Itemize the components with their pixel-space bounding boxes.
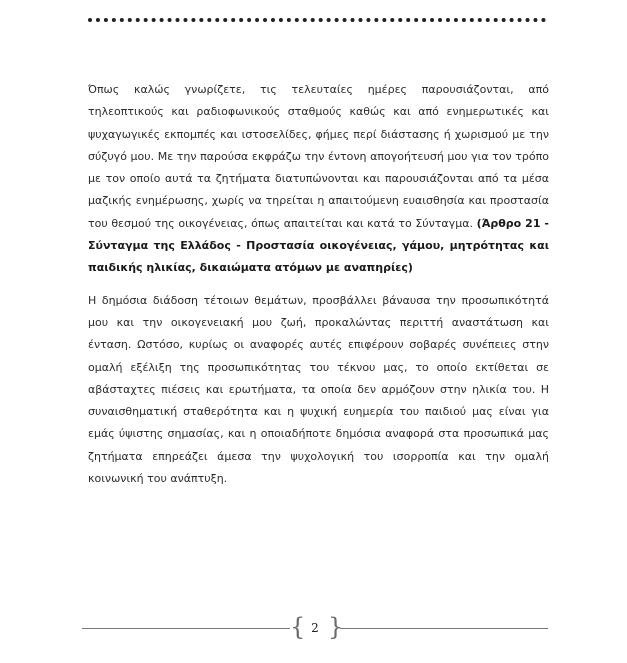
constitution-citation: (Άρθρο 21 - Σύνταγμα της Ελλάδος - Προστασία οικογένειας, γάμου, μητρότητας και παιδικής ηλικίας, δικαιώματα ατόμων με αναπηρίες) xyxy=(88,216,549,275)
paragraph-1-text: Όπως καλώς γνωρίζετε, τις τελευταίες ημέρες παρουσιάζονται, από τηλεοπτικούς και ραδιοφωνικούς σταθμούς καθώς και από ενημερωτικές και ψυχαγωγικές εκπομπές και ιστοσελίδες, φήμες περί διάστασης ή χωρισμού με την σύζυγό μου. Με την παρούσα εκφράζω την έντονη απογοήτευσή μου για τον τρόπο με τον οποίο αυτά τα ζητήματα διατυπώνονται και παρουσιάζονται από τα μέσα μαζικής ενημέρωσης, χωρίς να τηρείται η απαιτούμενη ευαισθησία και προστασία του θεσμού της οικογένειας, όπως απαιτείται και κατά το Σύνταγμα. xyxy=(88,83,549,230)
footer-rule-right xyxy=(340,628,548,629)
header-dotted-rule xyxy=(88,18,546,22)
document-body xyxy=(88,79,549,503)
paragraph-1 xyxy=(88,79,549,280)
paragraph-2: Η δημόσια διάδοση τέτοιων θεμάτων, προσβάλλει βάναυσα την προσωπικότητά μου και την οικογενειακή μου ζωή, προκαλώντας περιττή αναστάτωση και ένταση. Ωστόσο, κυρίως οι αναφορές αυτές επιφέρουν σοβαρές συνέπειες στην ομαλή εξέλιξη της προσωπικότητας του τέκνου μας, το οποίο εκτίθεται σε αβάσταχτες πιέσεις και ερωτήματα, τα οποία δεν αρμόζουν στην ηλικία του. Η συναισθηματική σταθερότητα και η ψυχική ευημερία του παιδιού μας είναι για εμάς ύψιστης σημασίας, και η οποιαδήποτε δημόσια αναφορά στα προσωπικά μας ζητήματα επηρεάζει άμεσα την ψυχολογική του ισορροπία και την ομαλή κοινωνική του ανάπτυξη. xyxy=(88,293,549,486)
footer-bracket-open: { xyxy=(290,613,306,641)
footer-bracket-close: } xyxy=(328,613,344,641)
page-number: 2 xyxy=(311,621,319,635)
footer-rule-left xyxy=(82,628,290,629)
page-footer xyxy=(82,614,548,644)
